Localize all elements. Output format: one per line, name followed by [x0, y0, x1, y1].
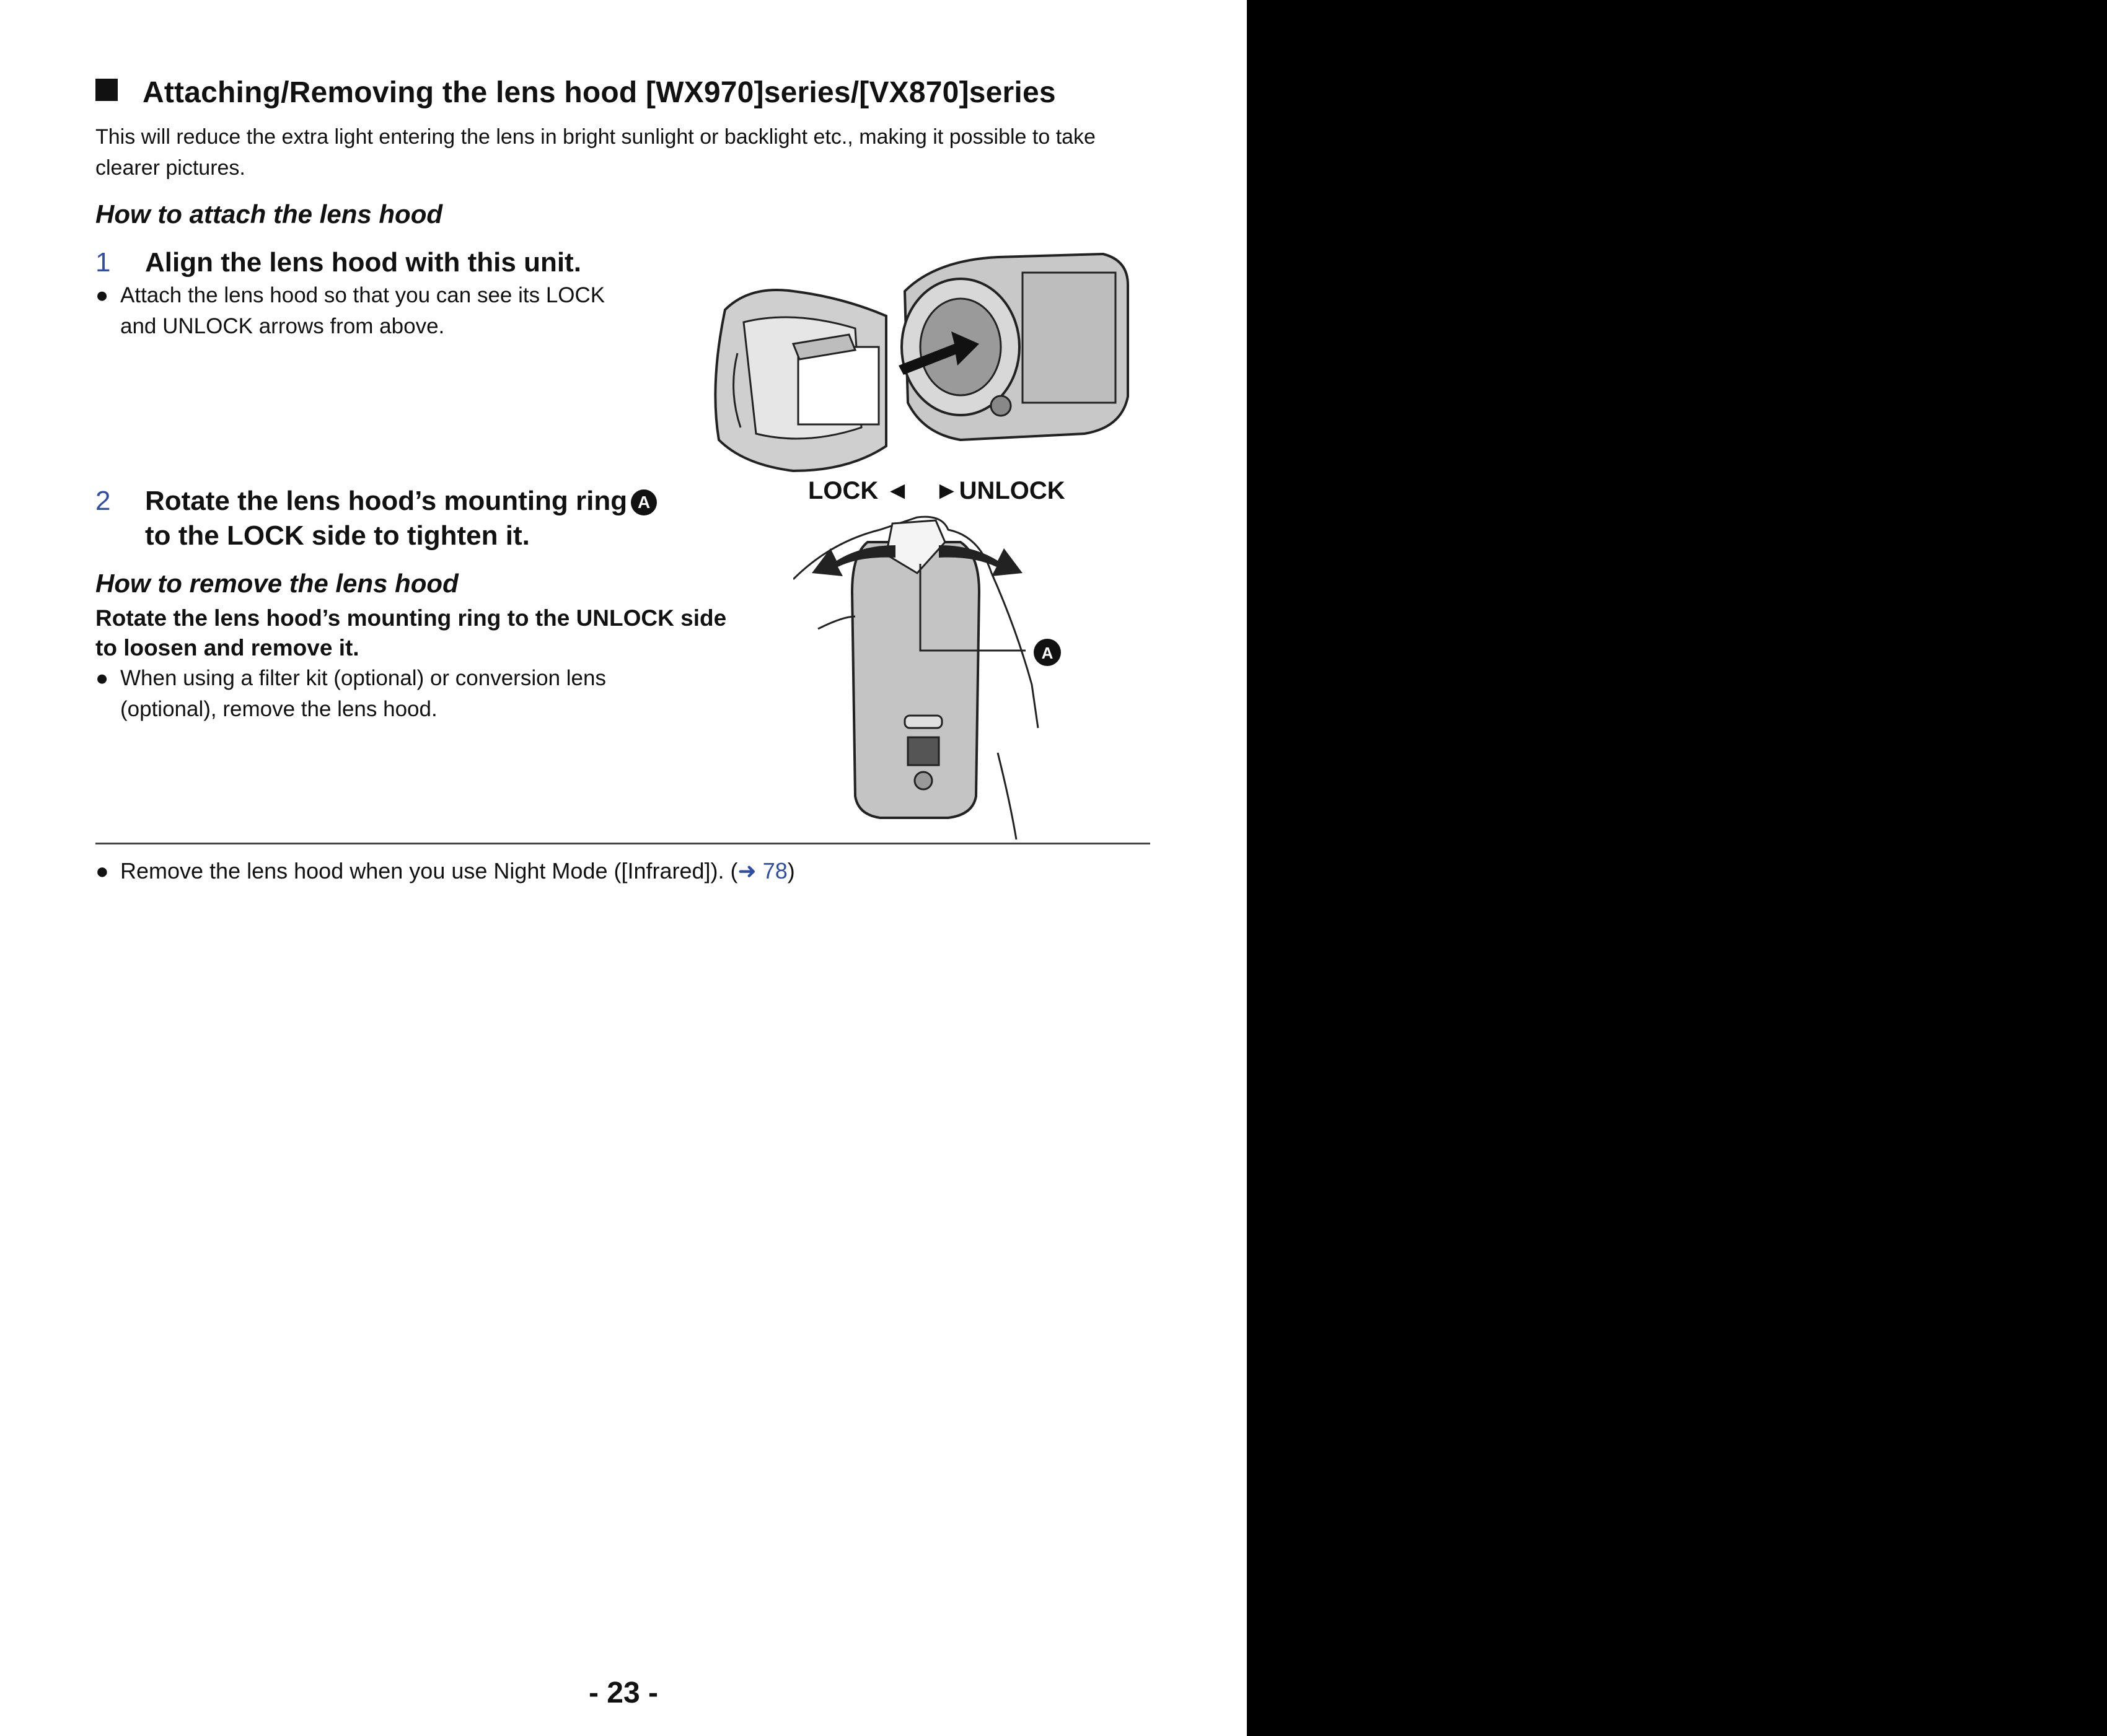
black-side-panel [1247, 0, 2107, 1736]
step-1-bullet-line2: and UNLOCK arrows from above. [120, 314, 445, 338]
step-1-bullet [95, 280, 740, 342]
step-2-line2: to the LOCK side to tighten it. [145, 520, 530, 551]
page-reference-link[interactable] [738, 858, 788, 883]
heading-square-icon [95, 79, 118, 101]
intro-paragraph: This will reduce the extra light entering the lens in bright sunlight or backlight etc., making it possible to take clearer pictures. [95, 125, 1096, 180]
step-1-number: 1 [95, 247, 111, 278]
remove-subheading: How to remove the lens hood [95, 569, 459, 598]
lens-hood-camera-illustration [700, 242, 1134, 477]
step-2-title-line1: Rotate the lens hood’s mounting ring [145, 486, 628, 516]
ref-page-number: 78 [762, 858, 788, 883]
ref-arrow-icon: ➜ [737, 858, 757, 883]
page-number: - 23 - [588, 1677, 659, 1709]
camcorder-icon [902, 254, 1128, 440]
note-text: Remove the lens hood when you use Night Mode ([Infrared]). ( [120, 858, 738, 883]
remove-bullet-line1: When using a filter kit (optional) or conversion lens [120, 666, 606, 690]
section-heading-text: Attaching/Removing the lens hood [WX970]series/[VX870]series [143, 76, 1056, 109]
night-mode-note [95, 855, 795, 887]
rotate-ring-illustration [793, 505, 1078, 840]
remove-instruction-line2: to loosen and remove it. [95, 635, 359, 660]
bullet-icon: ● [95, 666, 109, 690]
remove-instruction [95, 603, 790, 663]
camcorder-top-icon [852, 542, 979, 818]
callout-a-label: A [1041, 644, 1054, 662]
lock-label: LOCK ◄ [808, 477, 910, 504]
remove-bullet [95, 663, 802, 725]
remove-bullet-line2: (optional), remove the lens hood. [120, 697, 438, 721]
divider [95, 843, 1150, 844]
bullet-icon: ● [95, 283, 109, 307]
marker-a-icon: A [631, 489, 657, 515]
step-2-number: 2 [95, 486, 111, 516]
step-2 [95, 486, 657, 517]
bullet-icon: ● [95, 858, 109, 883]
step-1 [95, 247, 581, 278]
note-close: ) [787, 858, 795, 883]
unlock-label: ►UNLOCK [935, 477, 1065, 504]
lens-hood-icon [715, 290, 886, 471]
step-1-bullet-line1: Attach the lens hood so that you can see its LOCK [120, 283, 605, 307]
remove-instruction-line1: Rotate the lens hood’s mounting ring to the UNLOCK side [95, 605, 727, 631]
attach-subheading: How to attach the lens hood [95, 199, 443, 229]
step-1-title: Align the lens hood with this unit. [145, 247, 581, 278]
section-heading [95, 76, 1056, 110]
